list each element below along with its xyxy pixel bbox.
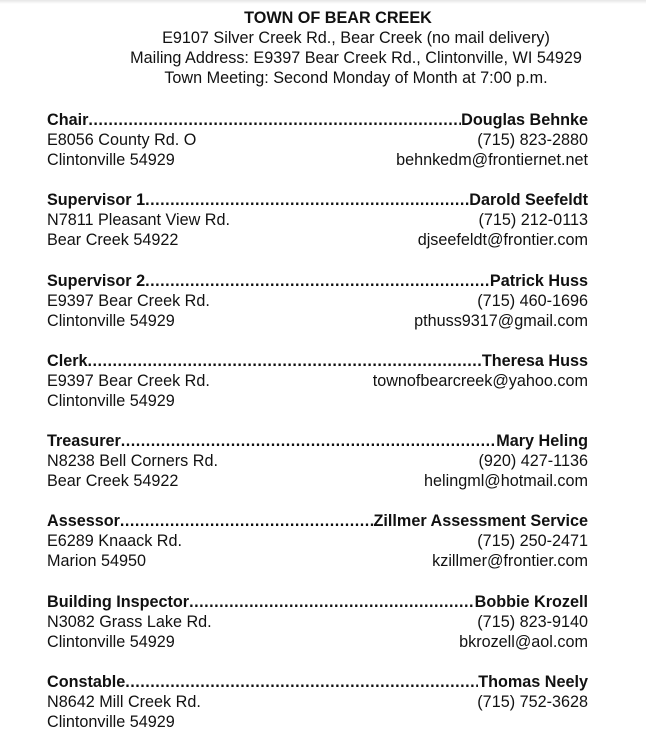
official-phone: (920) 427-1136 [478, 452, 588, 471]
official-address-city: Bear Creek 54922 [47, 472, 179, 491]
official-entry-constable [47, 672, 588, 752]
official-role: Assessor [47, 512, 120, 531]
official-phone: (715) 212-0113 [478, 211, 588, 230]
official-name: Patrick Huss [489, 271, 588, 290]
dot-leader [88, 110, 461, 130]
dot-leader [189, 592, 475, 612]
official-email: bkrozell@aol.com [459, 632, 588, 651]
official-address-city: Clintonville 54929 [47, 391, 175, 410]
official-phone: (715) 823-2880 [477, 131, 588, 149]
dot-leader [125, 672, 478, 692]
official-name: Zillmer Assessment Service [373, 512, 588, 531]
official-entry-clerk [47, 351, 588, 431]
document-header [0, 8, 646, 88]
official-entry-supervisor-2 [47, 271, 588, 351]
official-entry-supervisor-1 [47, 190, 588, 270]
official-address-city: Bear Creek 54922 [47, 231, 179, 250]
dot-leader [88, 351, 482, 371]
official-address-city: Clintonville 54929 [47, 311, 175, 330]
official-address-street: N8642 Mill Creek Rd. [47, 693, 201, 712]
town-location: E9107 Silver Creek Rd., Bear Creek (no mail delivery) [162, 29, 550, 47]
town-title: TOWN OF BEAR CREEK [244, 9, 432, 27]
official-address-city: Marion 54950 [47, 552, 146, 571]
official-role: Supervisor 2 [47, 271, 146, 290]
official-entry-treasurer [47, 431, 588, 511]
official-email: pthuss9317@gmail.com [414, 311, 588, 330]
official-name: Darold Seefeldt [469, 191, 588, 210]
official-email: helingml@hotmail.com [424, 472, 588, 491]
official-address-city: Clintonville 54929 [47, 151, 175, 169]
mailing-address: Mailing Address: E9397 Bear Creek Rd., Clintonville, WI 54929 [130, 49, 582, 67]
official-phone: (715) 250-2471 [477, 532, 588, 551]
official-role: Supervisor 1 [47, 191, 146, 210]
official-phone: (715) 460-1696 [477, 291, 588, 310]
official-entry-chair [47, 110, 588, 190]
official-email: behnkedm@frontiernet.net [396, 151, 588, 169]
official-role: Building Inspector [47, 592, 190, 611]
official-role: Chair [47, 111, 89, 129]
official-address-street: E9397 Bear Creek Rd. [47, 291, 210, 310]
official-phone: (715) 823-9140 [477, 612, 588, 631]
officials-directory [47, 110, 588, 752]
official-address-street: N8238 Bell Corners Rd. [47, 452, 218, 471]
meeting-schedule: Town Meeting: Second Monday of Month at 7:00 p.m. [164, 69, 548, 87]
official-name: Thomas Neely [478, 673, 588, 692]
official-entry-building-inspector [47, 592, 588, 672]
official-name: Theresa Huss [481, 351, 588, 370]
official-address-street: E8056 County Rd. O [47, 131, 197, 149]
dot-leader [145, 190, 469, 210]
official-role: Treasurer [47, 432, 121, 451]
official-name: Mary Heling [496, 432, 588, 451]
official-name: Douglas Behnke [461, 111, 588, 129]
official-email: djseefeldt@frontier.com [417, 231, 588, 250]
dot-leader [145, 271, 490, 291]
official-entry-assessor [47, 511, 588, 591]
official-phone: (715) 752-3628 [477, 693, 588, 712]
official-address-street: N3082 Grass Lake Rd. [47, 612, 212, 631]
official-address-street: N7811 Pleasant View Rd. [47, 211, 230, 230]
official-address-city: Clintonville 54929 [47, 713, 175, 732]
official-role: Clerk [47, 351, 88, 370]
official-address-city: Clintonville 54929 [47, 632, 175, 651]
official-role: Constable [47, 673, 126, 692]
official-name: Bobbie Krozell [474, 592, 588, 611]
official-email: townofbearcreek@yahoo.com [372, 371, 588, 390]
official-address-street: E9397 Bear Creek Rd. [47, 371, 210, 390]
dot-leader [120, 511, 374, 531]
top-edge-shadow [0, 0, 646, 4]
official-address-street: E6289 Knaack Rd. [47, 532, 182, 551]
dot-leader [121, 431, 496, 451]
official-email: kzillmer@frontier.com [432, 552, 588, 571]
